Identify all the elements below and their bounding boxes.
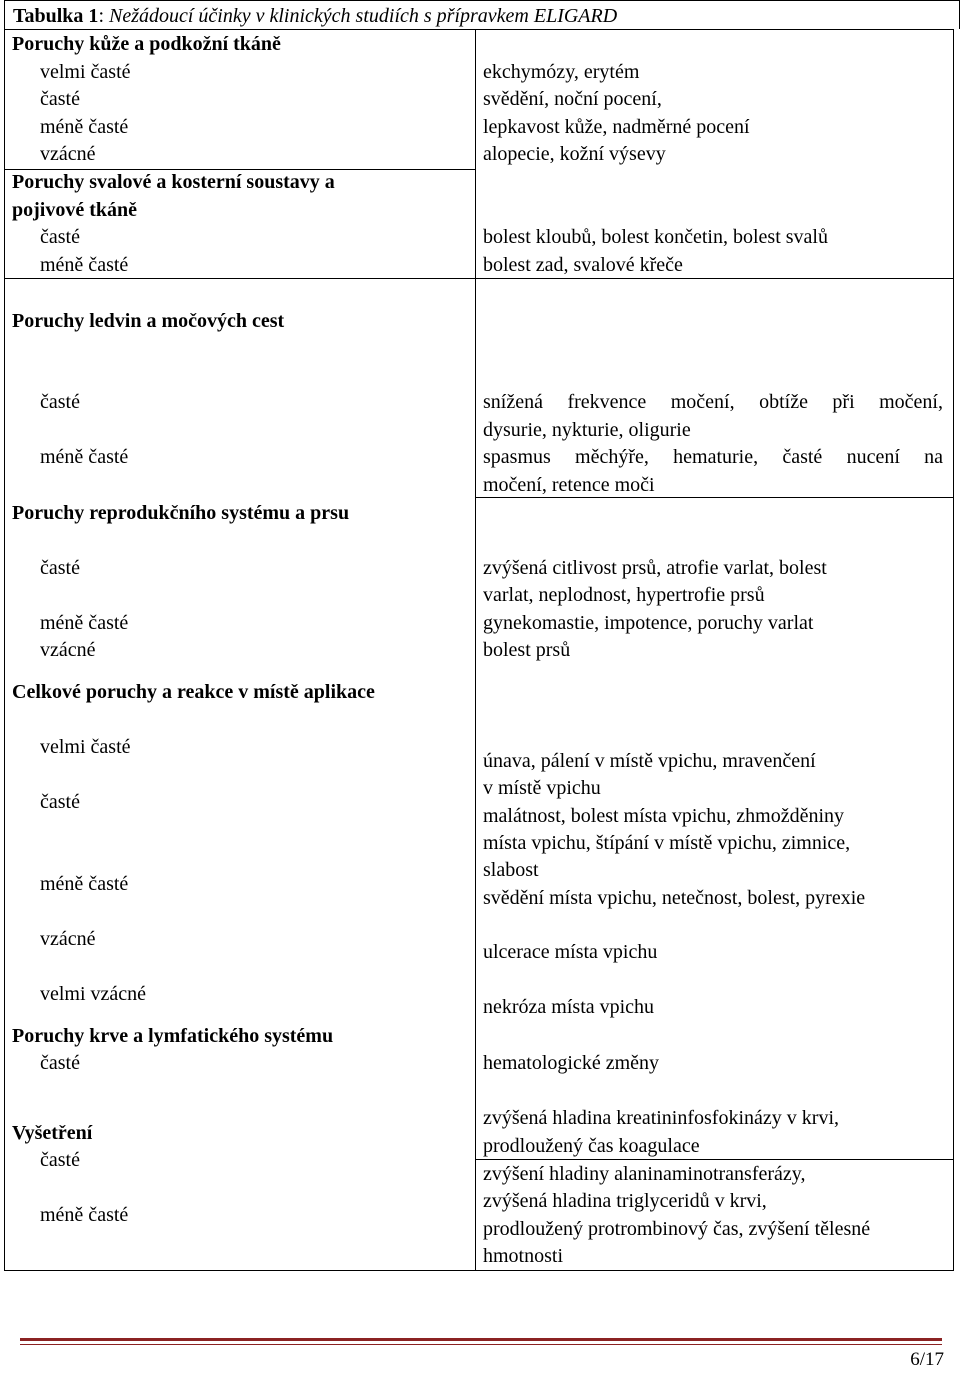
frequency-label: vzácné xyxy=(40,639,96,661)
effect-text: snížená frekvence močení, obtíže při močení, xyxy=(483,391,943,413)
frequency-label: časté xyxy=(40,791,80,813)
effect-text: bolest kloubů, bolest končetin, bolest svalů xyxy=(483,226,828,248)
table-caption xyxy=(4,0,960,29)
frequency-label: velmi vzácné xyxy=(40,983,147,1005)
frequency-label: velmi časté xyxy=(40,61,131,83)
effect-text: svědění, noční pocení, xyxy=(483,88,662,110)
effect-text: místa vpichu, štípání v místě vpichu, zimnice, xyxy=(483,832,851,854)
effect-text: malátnost, bolest místa vpichu, zhmožděniny xyxy=(483,805,845,827)
section-heading-investigations: Vyšetření xyxy=(12,1122,93,1144)
frequency-label: časté xyxy=(40,88,80,110)
effect-text: zvýšená hladina kreatininfosfokinázy v krvi, xyxy=(483,1107,839,1129)
footer-rule-thin xyxy=(20,1344,942,1345)
section-heading-reproductive: Poruchy reprodukčního systému a prsu xyxy=(12,502,350,524)
frequency-label: méně časté xyxy=(40,254,129,276)
frequency-label: časté xyxy=(40,391,80,413)
effect-text: únava, pálení v místě vpichu, mravenčení xyxy=(483,750,816,772)
effect-text: ulcerace místa vpichu xyxy=(483,941,658,963)
section-heading-skin: Poruchy kůže a podkožní tkáně xyxy=(12,33,281,55)
frequency-label: vzácné xyxy=(40,928,96,950)
effect-text: dysurie, nykturie, oligurie xyxy=(483,419,691,441)
frequency-label: méně časté xyxy=(40,446,129,468)
column-divider xyxy=(475,30,476,1270)
effect-text: zvýšená hladina triglyceridů v krvi, xyxy=(483,1190,767,1212)
frequency-label: méně časté xyxy=(40,612,129,634)
section-heading-general: Celkové poruchy a reakce v místě aplikace xyxy=(12,681,375,703)
adverse-effects-table xyxy=(4,29,954,1271)
effect-text: zvýšená citlivost prsů, atrofie varlat, bolest xyxy=(483,557,827,579)
effect-text: nekróza místa vpichu xyxy=(483,996,655,1018)
footer-rule xyxy=(20,1338,942,1341)
effect-text: bolest prsů xyxy=(483,639,571,661)
effect-text: hematologické změny xyxy=(483,1052,660,1074)
page-number: 6/17 xyxy=(910,1349,944,1370)
caption-label: Tabulka 1 xyxy=(13,5,99,27)
row-divider xyxy=(5,278,953,279)
effect-text: zvýšení hladiny alaninaminotransferázy, xyxy=(483,1163,806,1185)
frequency-label: méně časté xyxy=(40,873,129,895)
effect-text: prodloužený protrombinový čas, zvýšení tělesné xyxy=(483,1218,871,1240)
section-heading-blood: Poruchy krve a lymfatického systému xyxy=(12,1025,334,1047)
frequency-label: vzácné xyxy=(40,143,96,165)
frequency-label: časté xyxy=(40,226,80,248)
effect-text: bolest zad, svalové křeče xyxy=(483,254,683,276)
frequency-label: méně časté xyxy=(40,116,129,138)
effect-text: gynekomastie, impotence, poruchy varlat xyxy=(483,612,814,634)
caption-separator: : xyxy=(98,5,109,27)
effect-text: svědění místa vpichu, netečnost, bolest, pyrexie xyxy=(483,887,866,909)
caption-title: Nežádoucí účinky v klinických studiích s přípravkem ELIGARD xyxy=(109,5,618,27)
effect-text: alopecie, kožní výsevy xyxy=(483,143,666,165)
effect-text: v místě vpichu xyxy=(483,777,601,799)
effect-text: ekchymózy, erytém xyxy=(483,61,640,83)
frequency-label: časté xyxy=(40,1149,80,1171)
effect-text: hmotnosti xyxy=(483,1245,564,1267)
frequency-label: časté xyxy=(40,1052,80,1074)
frequency-label: méně časté xyxy=(40,1204,129,1226)
section-heading-musculoskeletal-cont: pojivové tkáně xyxy=(12,199,137,221)
section-heading-musculoskeletal: Poruchy svalové a kosterní soustavy a xyxy=(12,171,335,193)
frequency-label: velmi časté xyxy=(40,736,131,758)
effect-text: spasmus měchýře, hematurie, časté nucení na xyxy=(483,446,943,468)
section-heading-kidney: Poruchy ledvin a močových cest xyxy=(12,310,285,332)
frequency-label: časté xyxy=(40,557,80,579)
effect-text: varlat, neplodnost, hypertrofie prsů xyxy=(483,584,765,606)
effect-text: lepkavost kůže, nadměrné pocení xyxy=(483,116,750,138)
effect-text: slabost xyxy=(483,859,539,881)
effect-text: močení, retence moči xyxy=(483,474,655,496)
effect-text: prodloužený čas koagulace xyxy=(483,1135,700,1157)
